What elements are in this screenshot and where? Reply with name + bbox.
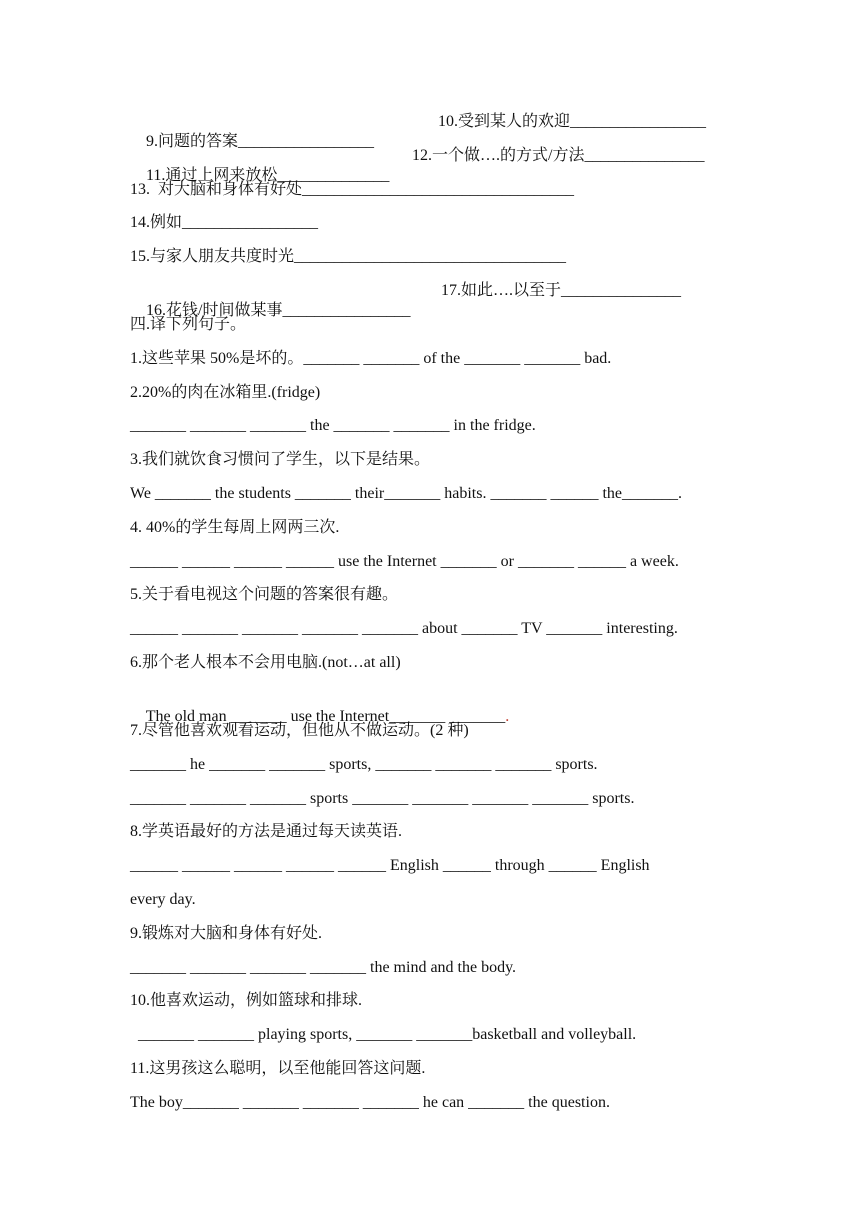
sentence-4-prompt: 4. 40%的学生每周上网两三次. <box>130 519 340 536</box>
sentence-3-prompt: 3.我们就饮食习惯问了学生，以下是结果。 <box>130 451 431 468</box>
sentence-9-answer: _______ _______ _______ _______ the mind and the body. <box>130 959 517 976</box>
sentence-8-prompt: 8.学英语最好的方法是通过每天读英语. <box>130 823 403 840</box>
sentence-10-answer: _______ _______ playing sports, _______ _______basketball and volleyball. <box>130 1026 637 1043</box>
sentence-2-answer: _______ _______ _______ the _______ _______ in the fridge. <box>130 417 536 434</box>
sentence-5-prompt: 5.关于看电视这个问题的答案很有趣。 <box>130 586 399 603</box>
vocab-item-17: 17.如此….以至于_______________ <box>441 282 682 299</box>
sentence-9-prompt: 9.锻炼对大脑和身体有好处. <box>130 925 323 942</box>
sentence-5-answer: ______ _______ _______ _______ _______ about _______ TV _______ interesting. <box>130 620 678 637</box>
sentence-7-answer-b: _______ _______ _______ sports _______ _______ _______ _______ sports. <box>130 790 635 807</box>
sentence-6-answer-text: The old man _______ use the Internet_______ _______ <box>145 708 506 725</box>
sentence-4-answer: ______ ______ ______ ______ use the Internet _______ or _______ ______ a week. <box>130 553 679 570</box>
sentence-6-prompt: 6.那个老人根本不会用电脑.(not…at all) <box>130 654 401 671</box>
vocab-row-9-10 <box>130 112 707 150</box>
sentence-8-answer-a: ______ ______ ______ ______ ______ English ______ through ______ English <box>130 857 650 874</box>
section-heading: 四.译下列句子。 <box>130 316 247 333</box>
vocab-item-13: 13. 对大脑和身体有好处__________________________________ <box>130 181 575 198</box>
sentence-6-period: . <box>505 708 510 725</box>
sentence-2-prompt: 2.20%的肉在冰箱里.(fridge) <box>130 384 321 401</box>
vocab-row-11-12 <box>130 146 705 184</box>
sentence-11-answer: The boy_______ _______ _______ _______ he can _______ the question. <box>130 1094 610 1111</box>
vocab-item-10: 10.受到某人的欢迎_________________ <box>438 113 707 130</box>
sentence-1-prompt: 1.这些苹果 50%是坏的。_______ _______ of the _______ _______ bad. <box>130 350 612 367</box>
vocab-item-11: 11.通过上网来放松______________ <box>146 167 390 184</box>
vocab-item-12: 12.一个做….的方式/方法_______________ <box>412 147 705 164</box>
sentence-7-prompt: 7.尽管他喜欢观看运动，但他从不做运动。(2 种) <box>130 722 469 739</box>
sentence-3-answer: We _______ the students _______ their_______ habits. _______ ______ the_______. <box>130 485 682 502</box>
vocab-item-15: 15.与家人朋友共度时光__________________________________ <box>130 248 567 265</box>
vocab-item-9: 9.问题的答案_________________ <box>146 133 375 150</box>
sentence-6-answer <box>130 687 510 725</box>
vocab-item-16: 16.花钱/时间做某事________________ <box>146 302 411 319</box>
sentence-8-answer-b: every day. <box>130 891 196 908</box>
sentence-10-prompt: 10.他喜欢运动，例如篮球和排球. <box>130 992 363 1009</box>
sentence-7-answer-a: _______ he _______ _______ sports, _______ _______ _______ sports. <box>130 756 598 773</box>
sentence-11-prompt: 11.这男孩这么聪明，以至他能回答这问题. <box>130 1060 426 1077</box>
vocab-row-16-17 <box>130 281 682 319</box>
vocab-item-14: 14.例如_________________ <box>130 214 319 231</box>
